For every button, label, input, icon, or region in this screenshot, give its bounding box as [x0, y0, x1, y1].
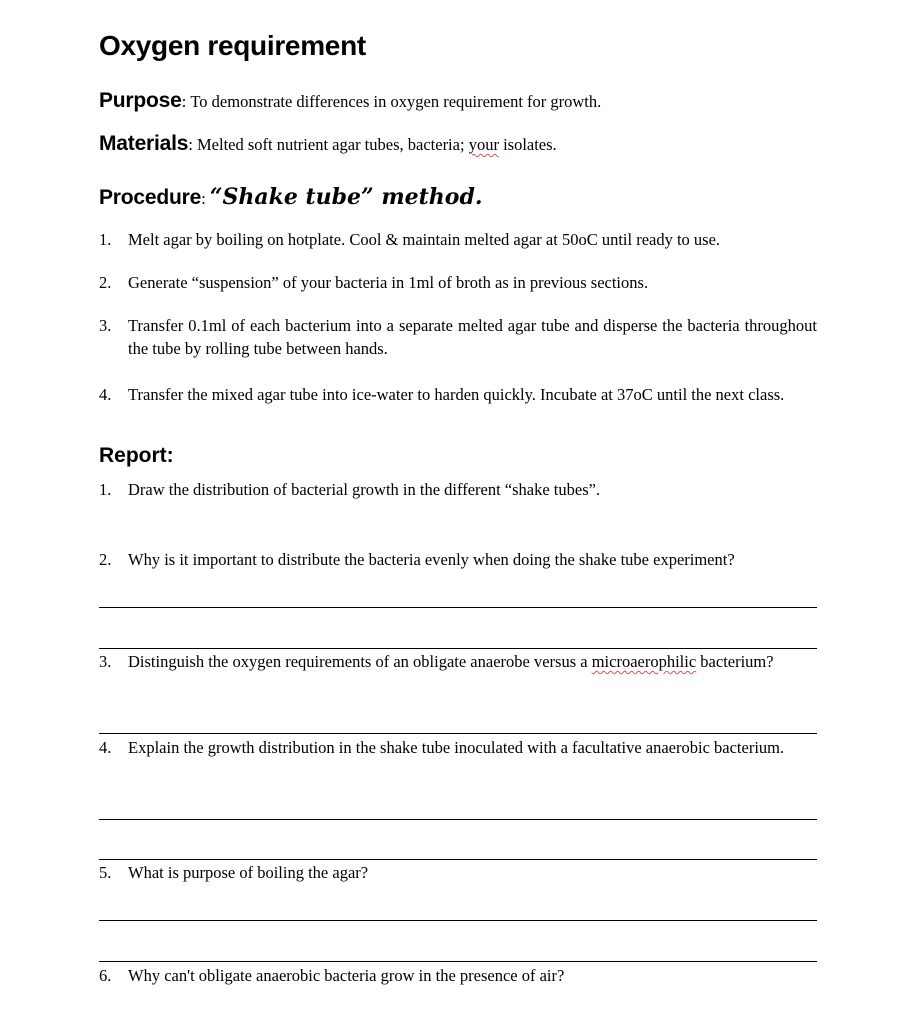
question-number: 2.: [99, 550, 112, 569]
question-number: 5.: [99, 863, 112, 882]
materials-text-before: Melted soft nutrient agar tubes, bacteria;: [196, 135, 469, 154]
purpose-label: Purpose: [99, 89, 182, 112]
step-number: 2.: [99, 273, 112, 292]
procedure-step: Transfer 0.1ml of each bacterium into a separate melted agar tube and disperse the bacteria throughout the tube by rolling tube between hands.: [128, 316, 817, 358]
answer-line[interactable]: [99, 819, 817, 820]
procedure-colon: :: [201, 189, 206, 208]
question-number: 1.: [99, 480, 112, 499]
procedure-method: “Shake tube” method: [209, 184, 475, 210]
materials-text-after: isolates.: [498, 135, 557, 154]
answer-line[interactable]: [99, 607, 817, 608]
step-number: 3.: [99, 316, 112, 335]
report-label: Report:: [99, 444, 174, 467]
purpose-colon: :: [181, 92, 187, 111]
answer-line[interactable]: [99, 648, 817, 649]
report-question: Why can't obligate anaerobic bacteria grow in the presence of air?: [128, 966, 565, 985]
question-number: 4.: [99, 738, 112, 757]
question-text-before: Distinguish the oxygen requirements of an obligate anaerobe versus a: [128, 652, 592, 671]
purpose-text: To demonstrate differences in oxygen requirement for growth.: [190, 92, 602, 111]
materials-colon: :: [188, 135, 193, 154]
report-question: Why is it important to distribute the bacteria evenly when doing the shake tube experiment?: [128, 550, 735, 569]
answer-line[interactable]: [99, 859, 817, 860]
question-number: 6.: [99, 966, 112, 985]
purpose-line: [99, 89, 601, 113]
answer-line[interactable]: [99, 733, 817, 734]
procedure-step: Melt agar by boiling on hotplate. Cool & maintain melted agar at 50oC until ready to use.: [128, 230, 721, 249]
answer-line[interactable]: [99, 920, 817, 921]
procedure-step: Transfer the mixed agar tube into ice-water to harden quickly. Incubate at 37oC until the next class.: [128, 385, 785, 404]
procedure-heading: [99, 184, 483, 210]
question-flagged-word: microaerophilic: [591, 652, 697, 671]
step-number: 1.: [99, 230, 112, 249]
report-question: Explain the growth distribution in the shake tube inoculated with a facultative anaerobic bacterium.: [128, 738, 785, 757]
question-text-after: bacterium?: [696, 652, 774, 671]
question-number: 3.: [99, 652, 112, 671]
materials-line: [99, 132, 557, 156]
procedure-period: .: [474, 184, 483, 210]
page-title: Oxygen requirement: [99, 30, 366, 61]
materials-flagged-word: your: [468, 135, 499, 154]
procedure-step: Generate “suspension” of your bacteria in 1ml of broth as in previous sections.: [128, 273, 649, 292]
step-number: 4.: [99, 385, 112, 404]
answer-line[interactable]: [99, 961, 817, 962]
materials-label: Materials: [99, 132, 189, 155]
report-question: [128, 650, 817, 673]
report-question: Draw the distribution of bacterial growth in the different “shake tubes”.: [128, 480, 601, 499]
procedure-label: Procedure: [99, 186, 202, 209]
report-question: What is purpose of boiling the agar?: [128, 863, 369, 882]
